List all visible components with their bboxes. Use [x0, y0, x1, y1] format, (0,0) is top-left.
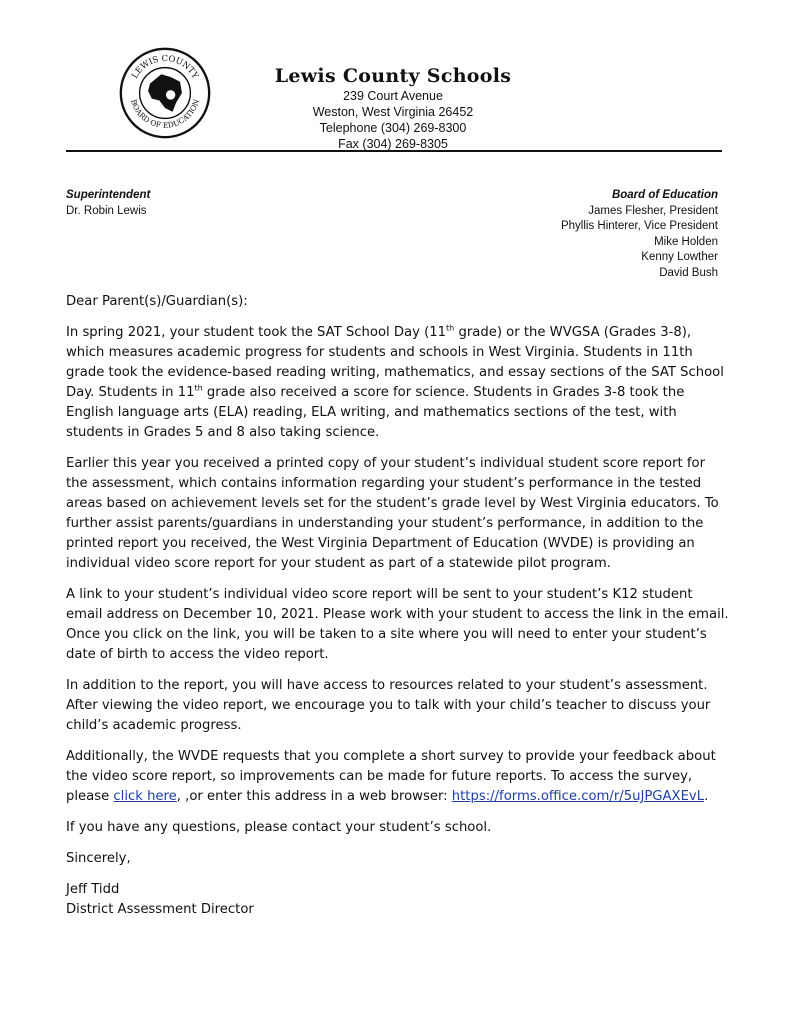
signature-block — [66, 880, 730, 920]
paragraph-1: In spring 2021, your student took the SAT School Day (11th grade) or the WVGSA (Grades 3-8), which measures academic progress for students and schools in West Virginia. Students in 11th grade took the evidence-based reading writing, mathematics, and essay sections of the SAT School Day. Students in 11th grade also received a score for science. Students in Grades 3-8 took the English language arts (ELA) reading, ELA writing, and mathematics sections of the test, with students in Grades 5 and 8 also taking science. — [66, 323, 724, 440]
superintendent-name: Dr. Robin Lewis — [66, 204, 147, 217]
svg-text:BOARD OF EDUCATION: BOARD OF EDUCATION — [128, 98, 202, 130]
board-block — [561, 188, 718, 281]
superintendent-block — [66, 188, 150, 219]
superintendent-title: Superintendent — [66, 189, 151, 201]
survey-click-here-link[interactable]: click here — [113, 789, 177, 804]
survey-url-link[interactable]: https://forms.office.com/r/5uJPGAXEvL — [451, 789, 705, 804]
paragraph-5: Additionally, the WVDE requests that you complete a short survey to provide your feedback about the video score report, so improvements can be made for future reports. To access the survey, please click here, ,or enter this address in a web browser: https://forms.office.com/r/5uJPGAXEvL. — [66, 749, 716, 804]
board-of-education-seal — [118, 46, 212, 140]
board-title: Board of Education — [611, 189, 718, 201]
paragraph-2: Earlier this year you received a printed copy of your student’s individual student score report for the assessment, which contains information regarding your student’s performance in the tested areas based on achievement levels set for the student’s grade level by West Virginia educators. To further assist parents/guardians in understanding your student’s performance, in addition to the printed report you received, the West Virginia Department of Education (WVDE) is providing an individual video score report for your student as part of a statewide pilot program. — [66, 456, 719, 571]
address: 239 Court Avenue — [343, 89, 443, 103]
header-divider — [66, 150, 722, 152]
svg-text:LEWIS COUNTY: LEWIS COUNTY — [129, 53, 201, 81]
letterhead — [220, 64, 566, 152]
superscript-th: th — [446, 323, 455, 333]
signer-name: Jeff Tidd — [66, 882, 120, 897]
paragraph-4: In addition to the report, you will have access to resources related to your student’s assessment. After viewing the video report, we encourage you to talk with your child’s teacher to discuss your child’s academic progress. — [66, 678, 711, 733]
superscript-th: th — [194, 383, 203, 393]
closing: Sincerely, — [66, 851, 131, 866]
city-state-zip: Weston, West Virginia 26452 — [312, 105, 474, 119]
board-member: James Flesher, President — [588, 204, 718, 217]
fax: Fax (304) 269-8305 — [338, 137, 448, 151]
letter-body — [66, 292, 730, 920]
org-name: Lewis County Schools — [274, 65, 512, 87]
board-member: Mike Holden — [654, 235, 718, 248]
salutation: Dear Parent(s)/Guardian(s): — [66, 294, 248, 309]
signer-title: District Assessment Director — [66, 902, 254, 917]
telephone: Telephone (304) 269-8300 — [319, 121, 467, 135]
board-member: Kenny Lowther — [641, 251, 718, 263]
paragraph-3: A link to your student’s individual video score report will be sent to your student’s K12 student email address on December 10, 2021. Please work with your student to access the link in the email. Once you click on the link, you will be taken to a site where you will need to enter your student’s date of birth to access the video report. — [66, 587, 729, 662]
board-member: Phyllis Hinterer, Vice President — [560, 220, 718, 232]
board-member: David Bush — [659, 266, 718, 279]
paragraph-6: If you have any questions, please contact your student’s school. — [66, 820, 492, 835]
